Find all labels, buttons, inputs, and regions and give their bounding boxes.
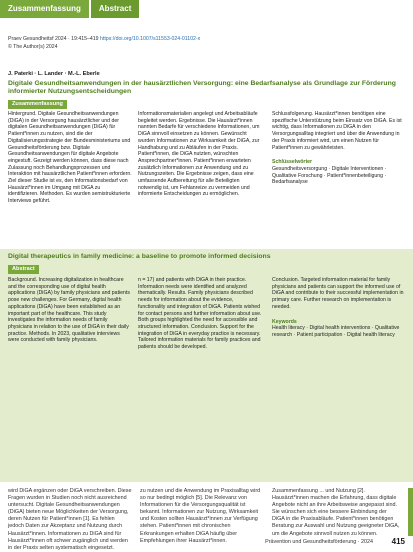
- tab-abstract: Abstract: [91, 0, 139, 18]
- tab-zusammenfassung: Zusammenfassung: [0, 0, 89, 18]
- page-footer: [0, 537, 413, 550]
- article-meta: [8, 36, 200, 51]
- german-abstract-col3: [272, 111, 404, 186]
- citation: Praev Gesundheitsf 2024 · 19:415–419: [8, 36, 99, 42]
- english-conclusion: Conclusion. Targeted information material for family physicians and patients can support the informed use of DiGA and contribute to their successful implementation in primary care. Further research on implementation is needed.: [272, 277, 404, 310]
- doi-link[interactable]: https://doi.org/10.1007/s11553-024-01102-x: [100, 36, 201, 42]
- side-accent-strip: [408, 488, 413, 536]
- german-keywords: Gesundheitsversorgung · Digitale Interventionen · Qualitative Forschung · Patient*innenbeteiligung · Bedarfsanalyse: [272, 165, 387, 186]
- english-abstract-col1: Background. Increasing digitalization in healthcare and the corresponding use of digital health applications (DiGA) by family physicians and patients pose new challenges. For Germany, digital health applications (DiGA) have been established as an important part of the healthcare. This study investigates the information needs of family physicians in relation to the use of DiGA in their daily practice. Methods. In 2023, qualitative interviews were conducted with family physicians.: [8, 277, 130, 344]
- english-title: Digital therapeutics in family medicine: a baseline to promote informed decisions: [8, 253, 271, 260]
- english-keywords: Health literacy · Digital health interventions · Qualitative research · Patient participation · Digital health literacy: [272, 325, 400, 338]
- page-number: 415: [391, 537, 405, 546]
- german-abstract-label: Zusammenfassung: [8, 100, 67, 109]
- body-text-col3: Zusammenfassung ... und Nutzung [2]. Hausärzt*innen machen die Erfahrung, dass digitale Angebote nicht an ihre Arbeitsweise angepasst sind. Sie wünschen sich eine bessere Einbindung der DiGA in die Praxisabläufe. Patient*innen benötigen Beratung zur Auswahl und Nutzung geeigneter DiGA, um die Angebote sinnvoll nutzen zu können.: [272, 488, 400, 537]
- body-text-col1: wird DiGA ergänzen oder DiGA verschreiben. Diese Fragen wurden in Studien noch nicht ausreichend untersucht. Digitale Gesundheitsanwendungen (DiGA) bieten neue Möglichkeiten der Versorgung, deren Nutzen für Patient*innen [1]. Es fehlen jedoch Daten zur Akzeptanz und Nutzung durch Hausärzt*innen. Informationen zu DiGA sind für Hausärzt*innen oft schwer zugänglich und werden in der Praxis selten systematisch eingesetzt.: [8, 488, 132, 551]
- german-conclusion: Schlussfolgerung. Hausärzt*innen benötigen eine spezifische Unterstützung beim Einsatz von DiGA. Es ist wichtig, dass Informationen zu DiGA in den Versorgungsalltag integriert und über die Anwendung in der Praxis informiert wird, um einen Nutzen für Patient*innen zu gewährleisten.: [272, 111, 402, 151]
- footer-journal: Prävention und Gesundheitsförderung · 2024: [265, 539, 373, 545]
- german-keywords-heading: Schlüsselwörter: [272, 159, 313, 166]
- german-abstract-col2: Informationsmaterialien angelegt und Arbeitsabläufe begleitet werden. Ergebnisse. Die Hausärzt*innen nannten Bedarfe für verschiedene Informationen, um DiGA sinnvoll einsetzen zu können. Gewünscht wurden Informationen zur Wirksamkeit der DiGA, zur Handhabung und zu Abläufen in der Praxis. Patient*innen, die DiGA nutzten, wünschten Ansprechpartner*innen. Patient*innen erwarteten zusätzlich Informationen zur Anwendung und zu Nutzungszeiten. Die Ergebnisse zeigen, dass eine umfassende Aufbereitung für alle Beteiligten notwendig ist, um Fehlanreize zu vermeiden und informierte Entscheidungen zu ermöglichen.: [138, 111, 260, 198]
- body-text-col2: zu nutzen und die Anwendung im Praxisalltag wird so nur bedingt möglich [5]. Die Relevanz von Informationen für die Versorgungsqualität ist bekannt. Informationen zur Nutzung, Wirksamkeit und Kosten sollten Hausärzt*innen zur Verfügung stehen. Patient*innen mit chronischen Erkrankungen erhalten DiGA häufig über Empfehlungen ihrer Hausärzt*innen.: [140, 488, 261, 544]
- german-abstract-col1: Hintergrund. Digitale Gesundheitsanwendungen (DiGA) in der Versorgung hausärztlicher und der digitalen Gesundheitsanwendungen (DiGA) für Patient*innen zu nutzen, sind die der Digitalisierungsstrategie der Bundesministeriums und Gesundheitsförderung bzw. Digitale Gesundheitsanwendungen für digitale Angebote eingestuft. Gezeigt werden können, dass diese nach Zulassung noch Behandlungsprozessen und Interaktion mit hausärztlichen Patient*innen erfordern. Ziel dieser Studie ist es, den Informationsbedarf von Hausärzt*innen im Umgang mit DiGA zu identifizieren. Methoden. Es wurden semistrukturierte Interviews geführt.: [8, 111, 132, 205]
- english-abstract-col3: [272, 277, 404, 339]
- section-header-bar: [0, 0, 413, 18]
- english-keywords-heading: Keywords: [272, 318, 297, 325]
- copyright: © The Author(s) 2024: [8, 43, 58, 50]
- english-abstract-label: Abstract: [8, 265, 39, 274]
- german-title: Digitale Gesundheitsanwendungen in der hausärztlichen Versorgung: eine Bedarfsanalyse als Grundlage zur Förderung informierter Nutzungsentscheidungen: [8, 80, 396, 96]
- authors: J. Paterki · L. Lander · M.-L. Eberle: [8, 71, 100, 77]
- english-abstract-col2: n = 17) and patients with DiGA in their practice. Information needs were identified and analyzed thematically. Results. Family physicians described needs for information about the evidence, functionality and integration of DiGA. Patients wished for contact persons and further information about use. Both groups highlighted the need for accessible and structured information. Conclusion. Support for the integration of DiGA in everyday practice is necessary. Tailored information materials for family practices and patients should be developed.: [138, 277, 262, 351]
